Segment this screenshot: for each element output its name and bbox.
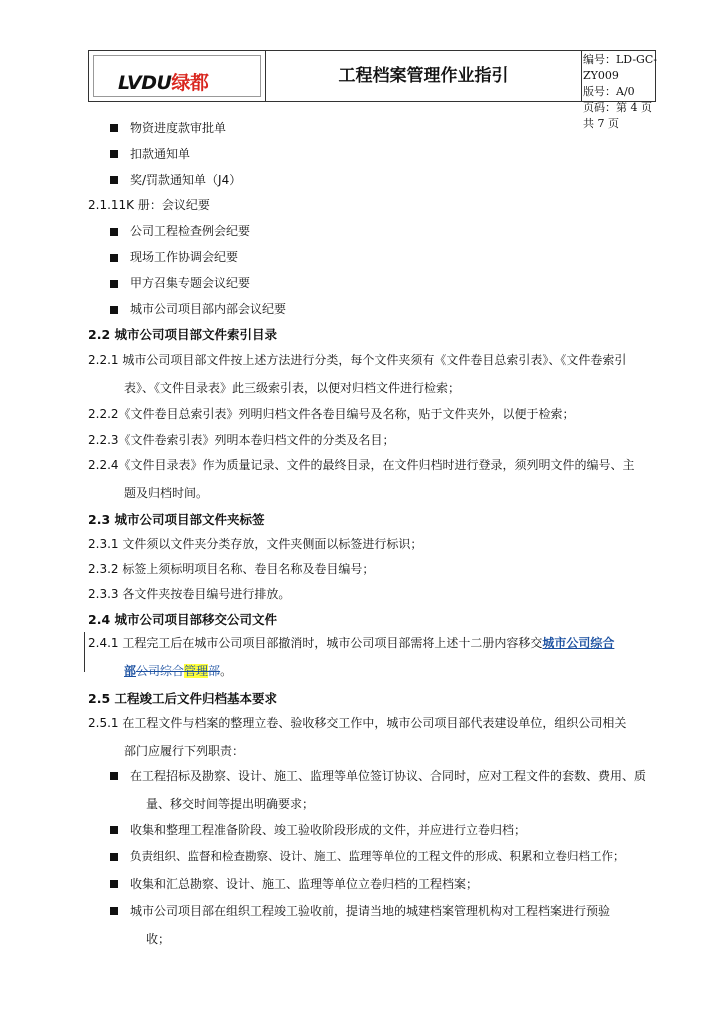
- bullet-icon: [110, 772, 118, 780]
- paragraph-2-2-1-cont: 表》、《文件目录表》此三级索引表，以便对归档文件进行检索；: [124, 381, 461, 395]
- bullet-icon: [110, 254, 118, 262]
- bullet-icon: [110, 176, 118, 184]
- paragraph-2-3-3: 2.3.3 各文件夹按卷目编号进行排放。: [88, 587, 291, 601]
- paragraph-2-5-1-cont: 部门应履行下列职责：: [124, 744, 245, 758]
- paragraph-2-4-1-text: 2.4.1 工程完工后在城市公司项目部撤消时，城市公司项目部需将上述十二册内容移交: [88, 636, 543, 650]
- page-number: 页码：第 4 页 共 7 页: [583, 101, 652, 130]
- duty-item-cont: 量、移交时间等提出明确要求；: [146, 797, 315, 811]
- bullet-icon: [110, 853, 118, 861]
- duty-item-cont: 收；: [146, 932, 171, 946]
- bullet-icon: [110, 228, 118, 236]
- document-title: 工程档案管理作业指引: [266, 51, 582, 101]
- logo-box: [93, 55, 261, 97]
- bullet-icon: [110, 880, 118, 888]
- duty-item: 城市公司项目部在组织工程竣工验收前，提请当地的城建档案管理机构对工程档案进行预验: [130, 904, 611, 918]
- bullet-icon: [110, 150, 118, 158]
- paragraph-2-2-3: 2.2.3《文件卷索引表》列明本卷归档文件的分类及名目；: [88, 433, 395, 447]
- bullet-icon: [110, 124, 118, 132]
- duty-item: 在工程招标及勘察、设计、施工、监理等单位签订协议、合同时，应对工程文件的套数、费用、质: [130, 769, 647, 783]
- document-meta: [583, 52, 657, 132]
- paragraph-2-2-4-cont: 题及归档时间。: [124, 486, 209, 500]
- bullet-icon: [110, 907, 118, 915]
- paragraph-2-3-1: 2.3.1 文件须以文件夹分类存放，文件夹侧面以标签进行标识；: [88, 537, 423, 551]
- list-item: 甲方召集专题会议纪要: [130, 276, 251, 290]
- paragraph-2-5-1: 2.5.1 在工程文件与档案的整理立卷、验收移交工作中，城市公司项目部代表建设单位，组织公司相关: [88, 716, 627, 730]
- revision-delete-end: 部: [208, 664, 221, 678]
- paragraph-2-4-1: [88, 634, 614, 651]
- document-version: 版号：A/0: [583, 85, 635, 98]
- revision-insert-cont: 部: [124, 664, 137, 678]
- list-item: 物资进度款审批单: [130, 121, 227, 135]
- logo-cell: [89, 51, 266, 101]
- revision-delete: 公司综合: [136, 664, 185, 678]
- duty-item: 收集和整理工程准备阶段、竣工验收阶段形成的文件，并应进行立卷归档；: [130, 823, 527, 837]
- paragraph-2-4-1-cont: [124, 662, 232, 679]
- logo-latin: LVDU: [118, 72, 172, 94]
- duty-item: 收集和汇总勘察、设计、施工、监理等单位立卷归档的工程档案；: [130, 877, 479, 891]
- list-item: 城市公司项目部内部会议纪要: [130, 302, 287, 316]
- list-item: 公司工程检查例会纪要: [130, 224, 251, 238]
- bullet-icon: [110, 306, 118, 314]
- section-heading-2-5: 2.5 工程竣工后文件归档基本要求: [88, 691, 277, 706]
- list-item: 奖/罚款通知单（J4）: [130, 173, 242, 187]
- paragraph-2-1-11: 2.1.11K 册：会议纪要: [88, 198, 210, 212]
- revision-insert: 城市公司综合: [542, 636, 615, 650]
- list-item: 现场工作协调会纪要: [130, 250, 239, 264]
- document-code: 编号：LD-GC-ZY009: [583, 53, 657, 82]
- list-item: 扣款通知单: [130, 147, 191, 161]
- bullet-icon: [110, 280, 118, 288]
- revision-bar: [84, 632, 85, 672]
- revision-delete-highlight: 管理: [184, 664, 209, 678]
- paragraph-2-2-2: 2.2.2《文件卷目总索引表》列明归档文件各卷目编号及名称，贴于文件夹外，以便于检索；: [88, 407, 575, 421]
- paragraph-2-2-1: 2.2.1 城市公司项目部文件按上述方法进行分类，每个文件夹须有《文件卷目总索引表》、《文件卷索引: [88, 353, 627, 367]
- paragraph-2-3-2: 2.3.2 标签上须标明项目名称、卷目名称及卷目编号；: [88, 562, 375, 576]
- logo-chinese: 绿都: [171, 72, 209, 94]
- section-heading-2-2: 2.2 城市公司项目部文件索引目录: [88, 327, 277, 342]
- paragraph-2-4-1-end: 。: [220, 664, 233, 678]
- section-heading-2-4: 2.4 城市公司项目部移交公司文件: [88, 612, 277, 627]
- paragraph-2-2-4: 2.2.4《文件目录表》作为质量记录、文件的最终目录，在文件归档时进行登录，须列明文件的编号、主: [88, 458, 635, 472]
- duty-item: 负责组织、监督和检查勘察、设计、施工、监理等单位的工程文件的形成、积累和立卷归档工作；: [130, 849, 625, 863]
- bullet-icon: [110, 826, 118, 834]
- section-heading-2-3: 2.3 城市公司项目部文件夹标签: [88, 512, 265, 527]
- company-logo: [118, 68, 208, 95]
